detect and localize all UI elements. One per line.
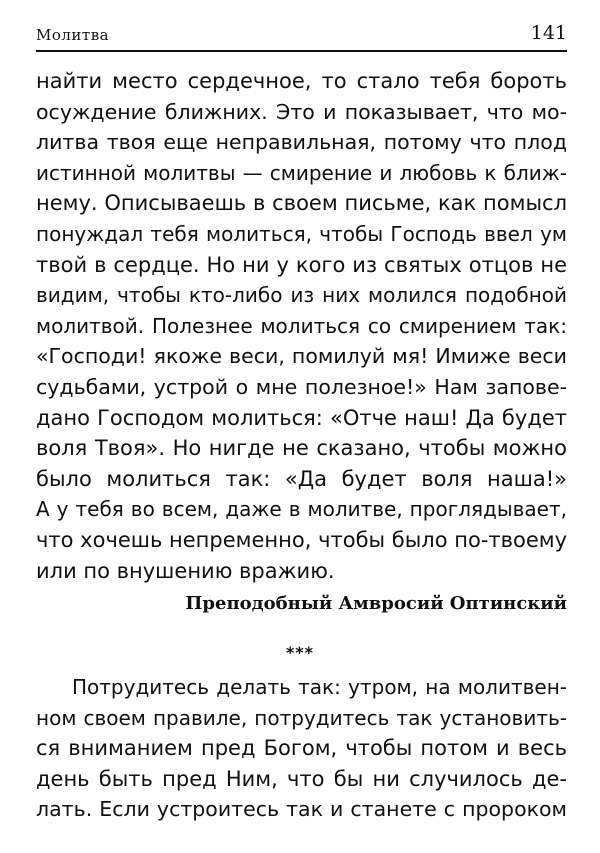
text-line: лать. Если устроитесь так и станете с пророком — [36, 797, 567, 822]
text-line: судьбами, устрой о мне полезное!» Нам запове- — [36, 374, 567, 399]
text-line: было молиться так: «Да будет воля наша!» — [36, 466, 567, 491]
text-line: день быть пред Ним, что бы ни случилось де- — [36, 766, 567, 791]
text-line: видим, чтобы кто-либо из них молился подобной — [36, 283, 567, 308]
page-number: 141 — [530, 22, 567, 44]
running-title: Молитва — [36, 26, 110, 44]
text-line: или по внушению вражию. — [36, 558, 335, 583]
text-line: воля Твоя». Но нигде не сказано, чтобы можно — [36, 436, 567, 461]
text-line: «Господи! якоже веси, помилуй мя! Имиже веси — [36, 344, 567, 369]
page-header — [36, 22, 567, 48]
text-line: что хочешь непременно, чтобы было по-твоему — [36, 527, 568, 552]
attribution: Преподобный Амвросий Оптинский — [185, 593, 567, 614]
text-line: дано Господом молиться: «Отче наш! Да будет — [36, 405, 567, 430]
header-rule — [36, 50, 567, 52]
text-line: нему. Описываешь в своем письме, как помысл — [36, 191, 567, 216]
text-line: понуждал тебя молиться, чтобы Господь ввел ум — [36, 221, 567, 246]
text-line: литва твоя еще неправильная, потому что плод — [36, 130, 567, 155]
paragraph-1 — [36, 66, 567, 586]
section-separator: *** — [285, 643, 315, 662]
text-line: ся вниманием пред Богом, чтобы потом и весь — [36, 736, 567, 761]
text-line: истинной молитвы — смирение и любовь к ближ- — [36, 160, 567, 185]
text-line: найти место сердечное, то стало тебя бороть — [36, 69, 567, 93]
text-line: осуждение ближних. Это и показывает, что мо- — [36, 99, 567, 124]
text-line: молитвой. Полезнее молиться со смирением так: — [36, 313, 567, 338]
text-line: твой в сердце. Но ни у кого из святых отцов не — [36, 252, 567, 277]
text-line: ном своем правиле, потрудитесь так установить- — [36, 705, 567, 730]
text-line: Потрудитесь делать так: утром, на молитвен- — [72, 675, 567, 699]
text-line: А у тебя во всем, даже в молитве, проглядывает, — [36, 497, 567, 522]
paragraph-2 — [36, 672, 567, 825]
